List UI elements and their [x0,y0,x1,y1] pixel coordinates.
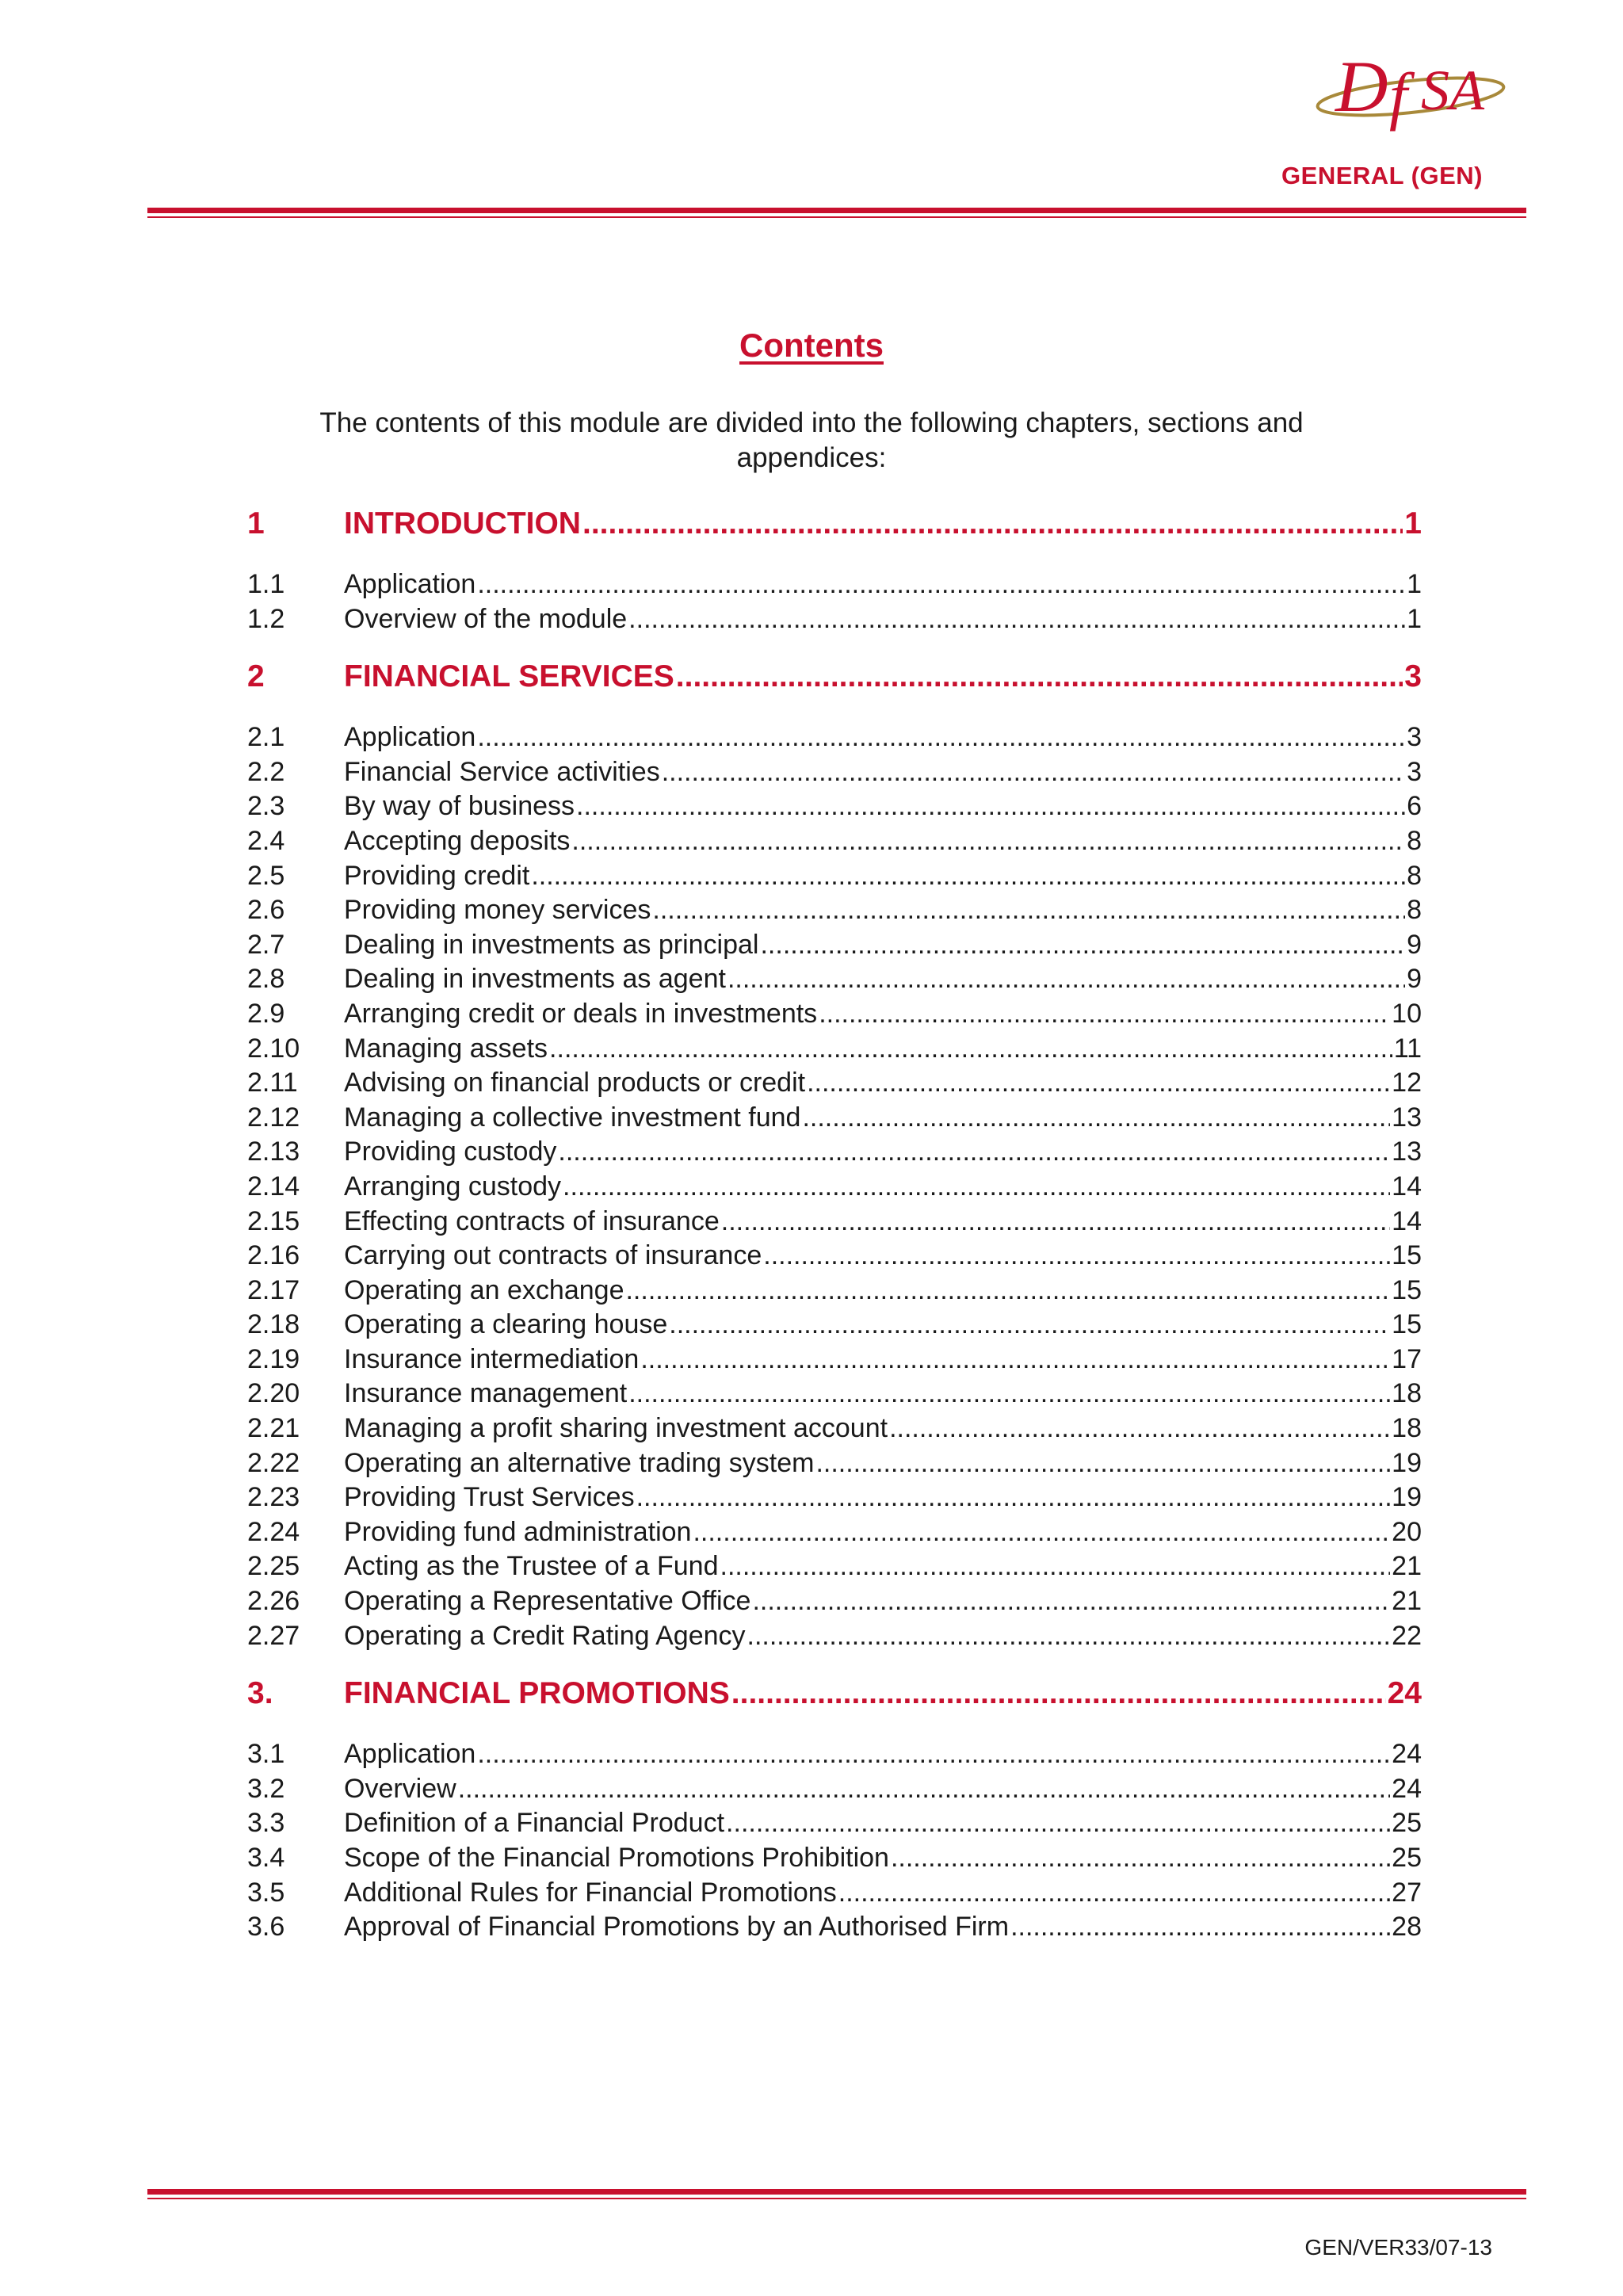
toc-chapter-number: 1 [247,506,265,541]
toc-section-entry[interactable] [247,1239,1422,1274]
toc-section-entry[interactable] [247,1876,1422,1911]
toc-section-number: 2.13 [247,1137,300,1167]
toc-section-number: 3.2 [247,1773,285,1804]
toc-section-entry[interactable] [247,602,1422,637]
toc-section-title: Operating a Representative Office [344,1586,751,1617]
toc-leader-dots [731,1671,1386,1717]
toc-leader-dots [576,789,1405,824]
toc-section-entry[interactable] [247,1343,1422,1377]
toc-chapter-title: FINANCIAL PROMOTIONS [344,1676,730,1711]
toc-section-number: 3.6 [247,1912,285,1943]
toc-section-page: 9 [1407,929,1422,960]
intro-text: The contents of this module are divided into the following chapters, sections and appendices: [319,407,1304,473]
toc-section-title: Application [344,1739,476,1770]
toc-leader-dots [640,1343,1390,1377]
svg-text:SA: SA [1421,59,1484,122]
toc-leader-dots [477,720,1405,755]
toc-leader-dots [721,1205,1390,1240]
toc-section-page: 3 [1407,722,1422,753]
toc-section-title: Additional Rules for Financial Promotions [344,1877,837,1908]
toc-section-number: 2.6 [247,895,285,926]
toc-leader-dots [563,1170,1390,1205]
toc-section-number: 1.2 [247,603,285,634]
toc-leader-dots [693,1515,1390,1550]
toc-section-page: 24 [1392,1773,1422,1804]
toc-section-number: 3.1 [247,1739,285,1770]
toc-section-title: Carrying out contracts of insurance [344,1240,762,1271]
toc-section-number: 2.19 [247,1343,300,1374]
toc-section-page: 13 [1392,1102,1422,1133]
toc-section-entry[interactable] [247,1032,1422,1067]
table-of-contents [247,501,1422,1945]
dfsa-logo [1312,24,1510,151]
toc-section-number: 1.1 [247,569,285,599]
toc-section-title: Arranging credit or deals in investments [344,998,818,1029]
toc-leader-dots [628,602,1405,637]
toc-leader-dots [662,755,1405,790]
toc-section-number: 2.8 [247,964,285,995]
toc-section-page: 14 [1392,1171,1422,1201]
toc-leader-dots [819,997,1390,1032]
toc-section-title: Operating an exchange [344,1274,624,1305]
toc-section-entry[interactable] [247,1841,1422,1876]
toc-leader-dots [747,1619,1391,1654]
toc-section-page: 15 [1392,1240,1422,1271]
toc-section-entry[interactable] [247,1584,1422,1619]
toc-chapter-number: 3. [247,1676,273,1711]
toc-chapter-block [247,1671,1422,1945]
toc-section-entry[interactable] [247,1772,1422,1807]
toc-leader-dots [726,1806,1390,1841]
toc-leader-dots [628,1377,1390,1412]
toc-section-number: 2.14 [247,1171,300,1201]
page-title-text: Contents [739,327,884,364]
toc-section-number: 2.18 [247,1309,300,1340]
toc-leader-dots [477,1737,1390,1772]
toc-section-number: 2.7 [247,929,285,960]
toc-section-page: 11 [1393,1033,1422,1064]
document-version: GEN/VER33/07-13 [1304,2235,1492,2260]
toc-section-number: 2.27 [247,1620,300,1651]
toc-leader-dots [1010,1910,1390,1945]
toc-section-title: Application [344,569,476,599]
toc-chapter-page: 24 [1387,1676,1422,1711]
toc-section-page: 6 [1407,791,1422,822]
footer-rule [147,2189,1526,2199]
toc-section-page: 13 [1392,1137,1422,1167]
toc-chapter-page: 1 [1404,506,1422,541]
toc-section-page: 8 [1407,825,1422,856]
toc-leader-dots [558,1135,1390,1170]
toc-section-number: 2.24 [247,1516,300,1547]
toc-section-entry[interactable] [247,1135,1422,1170]
toc-section-number: 2.23 [247,1482,300,1513]
toc-chapter-block [247,501,1422,636]
toc-section-page: 1 [1407,569,1422,599]
toc-section-number: 2.10 [247,1033,300,1064]
toc-leader-dots [889,1412,1390,1446]
toc-section-title: Arranging custody [344,1171,562,1201]
module-label: GENERAL (GEN) [1281,162,1483,189]
toc-chapter-number: 2 [247,659,265,694]
toc-section-page: 24 [1392,1739,1422,1770]
toc-leader-dots [752,1584,1390,1619]
toc-section-title: Effecting contracts of insurance [344,1205,720,1236]
toc-section-entry[interactable] [247,1446,1422,1481]
toc-section-number: 2.12 [247,1102,300,1133]
toc-section-title: Providing custody [344,1137,557,1167]
toc-section-title: Application [344,722,476,753]
toc-section-page: 21 [1392,1586,1422,1617]
toc-section-title: Providing money services [344,895,651,926]
toc-section-page: 25 [1392,1843,1422,1873]
toc-section-title: Managing a profit sharing investment account [344,1413,888,1444]
toc-chapter-entry[interactable] [247,1671,1422,1737]
toc-section-number: 2.4 [247,825,285,856]
toc-section-number: 2.26 [247,1586,300,1617]
toc-leader-dots [763,1239,1390,1274]
toc-section-entry[interactable] [247,1549,1422,1584]
toc-section-number: 2.17 [247,1274,300,1305]
toc-leader-dots [891,1841,1390,1876]
toc-section-entry[interactable] [247,962,1422,997]
toc-leader-dots [477,567,1405,602]
toc-section-page: 19 [1392,1447,1422,1478]
toc-chapter-title: INTRODUCTION [344,506,581,541]
toc-section-page: 18 [1392,1378,1422,1409]
toc-section-title: Dealing in investments as agent [344,964,726,995]
toc-section-number: 2.20 [247,1378,300,1409]
toc-leader-dots [676,654,1403,700]
toc-chapter-entry[interactable] [247,654,1422,720]
toc-leader-dots [625,1274,1390,1308]
toc-section-number: 3.5 [247,1877,285,1908]
toc-section-title: Accepting deposits [344,825,571,856]
toc-section-title: Overview [344,1773,456,1804]
toc-section-entry[interactable] [247,1308,1422,1343]
toc-section-title: Financial Service activities [344,756,660,787]
toc-section-number: 3.4 [247,1843,285,1873]
toc-section-entry[interactable] [247,1377,1422,1412]
page-title [0,327,1623,365]
toc-section-entry[interactable] [247,1274,1422,1308]
toc-section-title: Operating an alternative trading system [344,1447,815,1478]
toc-leader-dots [760,928,1405,963]
toc-section-entry[interactable] [247,824,1422,859]
toc-leader-dots [531,859,1405,894]
toc-section-number: 2.5 [247,860,285,891]
toc-leader-dots [571,824,1405,859]
toc-section-entry[interactable] [247,720,1422,755]
toc-section-title: Operating a clearing house [344,1309,668,1340]
toc-section-page: 8 [1407,860,1422,891]
toc-section-title: Overview of the module [344,603,628,634]
toc-section-number: 2.11 [247,1068,298,1098]
toc-section-page: 10 [1392,998,1422,1029]
toc-chapter-title: FINANCIAL SERVICES [344,659,674,694]
toc-section-title: Insurance intermediation [344,1343,640,1374]
toc-section-entry[interactable] [247,1066,1422,1101]
toc-section-entry[interactable] [247,1737,1422,1772]
toc-leader-dots [807,1066,1390,1101]
toc-section-entry[interactable] [247,1515,1422,1550]
toc-section-entry[interactable] [247,928,1422,963]
toc-leader-dots [838,1876,1390,1911]
toc-section-title: Providing Trust Services [344,1482,635,1513]
header-rule [147,208,1526,218]
toc-section-page: 3 [1407,756,1422,787]
toc-section-page: 15 [1392,1309,1422,1340]
toc-section-entry[interactable] [247,789,1422,824]
toc-section-number: 2.15 [247,1205,300,1236]
toc-section-title: Managing a collective investment fund [344,1102,801,1133]
toc-section-number: 2.25 [247,1551,300,1582]
toc-leader-dots [458,1772,1390,1807]
toc-section-entry[interactable] [247,859,1422,894]
toc-section-title: Acting as the Trustee of a Fund [344,1551,719,1582]
toc-section-page: 1 [1407,603,1422,634]
toc-section-entry[interactable] [247,1101,1422,1136]
toc-section-page: 19 [1392,1482,1422,1513]
toc-chapter-page: 3 [1404,659,1422,694]
toc-section-entry[interactable] [247,1412,1422,1446]
toc-leader-dots [802,1101,1390,1136]
toc-section-page: 14 [1392,1205,1422,1236]
toc-section-page: 27 [1392,1877,1422,1908]
svg-text:f: f [1389,59,1407,132]
toc-section-title: Providing credit [344,860,530,891]
toc-section-entry[interactable] [247,1480,1422,1515]
toc-section-number: 2.3 [247,791,285,822]
toc-section-page: 8 [1407,895,1422,926]
toc-section-page: 18 [1392,1413,1422,1444]
toc-leader-dots [636,1480,1391,1515]
toc-section-number: 2.2 [247,756,285,787]
toc-section-entry[interactable] [247,755,1422,790]
toc-section-entry[interactable] [247,1910,1422,1945]
toc-section-title: Dealing in investments as principal [344,929,759,960]
dfsa-logo-graphic [1312,24,1510,151]
toc-section-page: 28 [1392,1912,1422,1943]
toc-section-number: 2.9 [247,998,285,1029]
toc-section-page: 21 [1392,1551,1422,1582]
toc-leader-dots [815,1446,1390,1481]
toc-section-title: Scope of the Financial Promotions Prohibition [344,1843,889,1873]
toc-section-number: 2.1 [247,722,285,753]
toc-section-entry[interactable] [247,1619,1422,1654]
toc-section-entry[interactable] [247,1205,1422,1240]
toc-section-title: Definition of a Financial Product [344,1808,725,1839]
toc-section-page: 9 [1407,964,1422,995]
toc-leader-dots [720,1549,1391,1584]
toc-section-page: 15 [1392,1274,1422,1305]
toc-section-page: 17 [1392,1343,1422,1374]
toc-section-number: 2.22 [247,1447,300,1478]
toc-leader-dots [669,1308,1390,1343]
toc-section-title: By way of business [344,791,575,822]
toc-leader-dots [582,501,1403,547]
toc-section-title: Operating a Credit Rating Agency [344,1620,746,1651]
toc-section-page: 22 [1392,1620,1422,1651]
toc-section-title: Insurance management [344,1378,628,1409]
toc-section-number: 2.21 [247,1413,300,1444]
toc-leader-dots [549,1032,1392,1067]
toc-section-page: 20 [1392,1516,1422,1547]
toc-section-entry[interactable] [247,893,1422,928]
toc-section-number: 3.3 [247,1808,285,1839]
toc-section-title: Advising on financial products or credit [344,1068,806,1098]
toc-leader-dots [727,962,1405,997]
toc-section-title: Providing fund administration [344,1516,692,1547]
toc-section-entry[interactable] [247,1170,1422,1205]
toc-section-entry[interactable] [247,1806,1422,1841]
toc-section-title: Approval of Financial Promotions by an Authorised Firm [344,1912,1010,1943]
toc-section-page: 25 [1392,1808,1422,1839]
toc-leader-dots [652,893,1405,928]
toc-section-entry[interactable] [247,997,1422,1032]
toc-section-page: 12 [1392,1068,1422,1098]
toc-chapter-block [247,654,1422,1653]
toc-chapter-entry[interactable] [247,501,1422,567]
toc-section-entry[interactable] [247,567,1422,602]
svg-text:D: D [1335,46,1388,127]
toc-section-title: Managing assets [344,1033,548,1064]
toc-section-number: 2.16 [247,1240,300,1271]
